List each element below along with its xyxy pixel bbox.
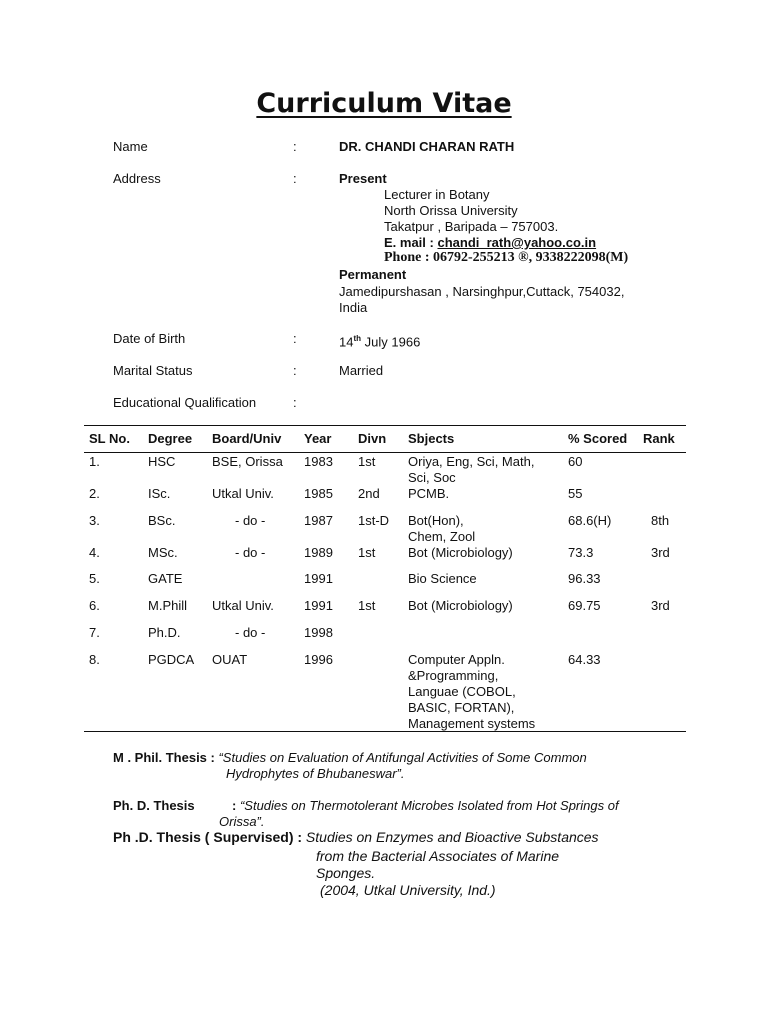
table-cell-subjects: BASIC, FORTAN), [408, 700, 515, 715]
email-label: E. mail : [384, 235, 434, 250]
supervised-thesis-label: Ph .D. Thesis ( Supervised) : [113, 829, 303, 845]
table-cell-division: 2nd [358, 486, 380, 501]
table-cell-division: 1st [358, 545, 376, 560]
table-cell-rank: 3rd [651, 598, 670, 613]
name-value: DR. CHANDI CHARAN RATH [339, 139, 515, 154]
present-line: North Orissa University [384, 203, 518, 218]
column-header-sl-no: SL No. [89, 431, 130, 446]
table-cell-sl-no: 2. [89, 486, 100, 501]
table-cell-degree: PGDCA [148, 652, 195, 667]
table-cell-board: Utkal Univ. [212, 486, 274, 501]
table-cell-subjects: Management systems [408, 716, 536, 731]
table-cell-subjects: Oriya, Eng, Sci, Math, [408, 454, 535, 469]
table-cell-subjects: Languae (COBOL, [408, 684, 516, 699]
table-top-rule [84, 425, 686, 426]
phd-thesis-colon: : [232, 798, 237, 813]
table-cell-year: 1989 [304, 545, 333, 560]
table-cell-score: 68.6(H) [568, 513, 612, 528]
table-cell-board: BSE, Orissa [212, 454, 283, 469]
table-cell-year: 1983 [304, 454, 333, 469]
mphil-thesis-row [113, 750, 587, 766]
address-label: Address [113, 171, 161, 186]
mphil-thesis-title-cont: Hydrophytes of Bhubaneswar”. [226, 766, 405, 781]
table-cell-board: - do - [235, 513, 266, 528]
edu-colon: : [293, 395, 297, 410]
table-cell-degree: BSc. [148, 513, 176, 528]
table-cell-score: 55 [568, 486, 583, 501]
supervised-thesis-title-cont: Sponges. [316, 865, 376, 881]
permanent-line: Jamedipurshasan , Narsinghpur,Cuttack, 754032, [339, 284, 625, 299]
table-cell-subjects: &Programming, [408, 668, 499, 683]
name-colon: : [293, 139, 297, 154]
table-cell-rank: 3rd [651, 545, 670, 560]
table-cell-year: 1985 [304, 486, 333, 501]
present-line: Takatpur , Baripada – 757003. [384, 219, 559, 234]
table-cell-subjects: Bio Science [408, 571, 477, 586]
phd-thesis-title-cont: Orissa”. [219, 814, 265, 829]
table-cell-sl-no: 7. [89, 625, 100, 640]
dob-value [339, 331, 420, 350]
phone: Phone : 06792-255213 ®, 9338222098(M) [384, 250, 629, 265]
table-cell-year: 1987 [304, 513, 333, 528]
column-header-degree: Degree [148, 431, 193, 446]
permanent-line: India [339, 300, 368, 315]
table-cell-score: 60 [568, 454, 583, 469]
marital-label: Marital Status [113, 363, 193, 378]
mphil-thesis-title: “Studies on Evaluation of Antifungal Activities of Some Common [214, 750, 587, 765]
table-cell-division: 1st [358, 598, 376, 613]
table-cell-subjects: Computer Appln. [408, 652, 505, 667]
table-cell-score: 96.33 [568, 571, 601, 586]
column-header-year: Year [304, 431, 332, 446]
table-cell-sl-no: 3. [89, 513, 100, 528]
table-cell-degree: Ph.D. [148, 625, 181, 640]
table-cell-division: 1st [358, 454, 376, 469]
dob-rest: July 1966 [361, 334, 421, 350]
table-cell-sl-no: 5. [89, 571, 100, 586]
table-header-rule [84, 452, 686, 453]
address-colon: : [293, 171, 297, 186]
supervised-thesis-row [113, 829, 599, 846]
table-cell-score: 73.3 [568, 545, 594, 560]
table-cell-board: Utkal Univ. [212, 598, 274, 613]
table-cell-subjects: Bot (Microbiology) [408, 598, 513, 613]
table-cell-subjects: Sci, Soc [408, 470, 456, 485]
mphil-thesis-label: M . Phil. Thesis : [113, 750, 215, 765]
supervised-thesis-title-cont: from the Bacterial Associates of Marine [316, 848, 560, 864]
phd-thesis-title: “Studies on Thermotolerant Microbes Isolated from Hot Springs of [236, 798, 619, 813]
table-cell-division: 1st-D [358, 513, 390, 528]
name-label: Name [113, 139, 148, 154]
table-cell-sl-no: 1. [89, 454, 100, 469]
table-cell-year: 1991 [304, 598, 333, 613]
table-cell-subjects: Bot(Hon), [408, 513, 464, 528]
table-cell-rank: 8th [651, 513, 670, 528]
document-title: Curriculum Vitae [256, 88, 512, 119]
table-cell-subjects: Chem, Zool [408, 529, 476, 544]
supervised-thesis-title: Studies on Enzymes and Bioactive Substances [302, 829, 599, 845]
table-cell-year: 1998 [304, 625, 333, 640]
table-cell-board: - do - [235, 545, 266, 560]
permanent-label: Permanent [339, 267, 407, 282]
table-cell-sl-no: 6. [89, 598, 100, 613]
present-label: Present [339, 171, 387, 186]
column-header-score: % Scored [568, 431, 628, 446]
column-header-division: Divn [358, 431, 387, 446]
dob-label: Date of Birth [113, 331, 186, 346]
table-cell-degree: HSC [148, 454, 176, 469]
table-cell-subjects: Bot (Microbiology) [408, 545, 513, 560]
table-cell-year: 1991 [304, 571, 333, 586]
table-cell-year: 1996 [304, 652, 333, 667]
table-bottom-rule [84, 731, 686, 732]
table-cell-board: - do - [235, 625, 266, 640]
marital-colon: : [293, 363, 297, 378]
supervised-thesis-note: (2004, Utkal University, Ind.) [320, 882, 496, 898]
table-cell-degree: ISc. [148, 486, 171, 501]
column-header-board: Board/Univ [212, 431, 282, 446]
table-cell-sl-no: 8. [89, 652, 100, 667]
email-row [384, 235, 596, 251]
table-cell-board: OUAT [212, 652, 248, 667]
table-cell-subjects: PCMB. [408, 486, 450, 501]
table-cell-score: 64.33 [568, 652, 601, 667]
dob-colon: : [293, 331, 297, 346]
column-header-subjects: Sbjects [408, 431, 455, 446]
phd-thesis-label: Ph. D. Thesis [113, 798, 195, 813]
column-header-rank: Rank [643, 431, 675, 446]
table-cell-degree: M.Phill [148, 598, 188, 613]
table-cell-sl-no: 4. [89, 545, 100, 560]
table-cell-degree: GATE [148, 571, 183, 586]
dob-suffix: th [353, 334, 362, 343]
dob-day: 14 [339, 334, 354, 350]
present-line: Lecturer in Botany [384, 187, 490, 202]
email-link[interactable]: chandi_rath@yahoo.co.in [437, 235, 597, 250]
marital-value: Married [339, 363, 384, 378]
edu-label: Educational Qualification [113, 395, 257, 410]
phd-thesis-row [232, 798, 619, 814]
table-cell-score: 69.75 [568, 598, 601, 613]
table-cell-degree: MSc. [148, 545, 178, 560]
